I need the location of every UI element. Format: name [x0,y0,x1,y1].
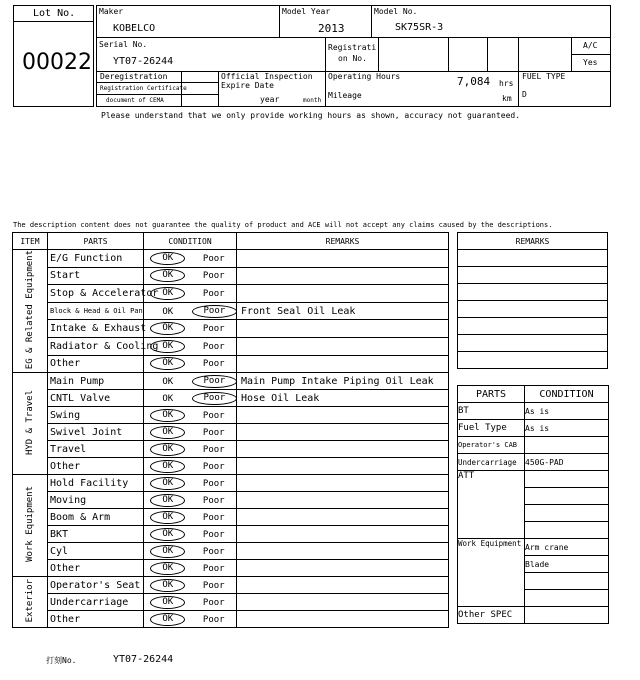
year-label: year [260,95,280,104]
ok-option: OK [150,511,185,524]
ok-option: OK [150,528,185,541]
ok-cell [144,458,192,475]
item-group-label [13,250,48,373]
table-row [13,526,449,543]
ok-cell [144,526,192,543]
poor-cell [192,424,237,441]
item-group-text: EG & Related Equipment [25,250,35,370]
side-remarks-row [458,301,608,318]
poor-cell [192,594,237,611]
table-row [13,390,449,407]
table-row [13,355,449,373]
table-row [13,302,449,320]
part-name: Undercarriage [48,594,144,611]
poor-cell [192,611,237,628]
cab-value [525,437,609,454]
model-no-label: Model No. [374,7,418,16]
remark-cell [237,526,449,543]
ok-cell [144,611,192,628]
poor-cell [192,285,237,303]
ok-option: OK [150,443,185,456]
ok-option: OK [150,494,185,507]
poor-option: Poor [192,375,238,388]
att-value [525,505,609,522]
stamp-value: YT07-26244 [113,654,174,665]
remark-cell [237,611,449,628]
remark-cell [237,543,449,560]
table-row [13,509,449,526]
remark-cell [237,560,449,577]
ok-option: OK [150,357,185,370]
poor-cell [192,337,237,355]
table-row [13,407,449,424]
operating-hours-value: 7,084 [457,75,491,88]
poor-cell [192,250,237,268]
fuel-type-value: D [522,90,527,99]
poor-cell [192,492,237,509]
ok-cell [144,560,192,577]
poor-option: Poor [202,288,225,299]
bt-value: As is [525,403,609,420]
part-name: BKT [48,526,144,543]
table-row [13,492,449,509]
ok-cell [144,337,192,355]
ok-option: OK [150,340,185,353]
poor-cell [192,267,237,285]
operating-hours-label: Operating Hours [328,72,401,81]
ac-label: A/C [583,41,598,50]
part-name: E/G Function [48,250,144,268]
item-group-label [13,577,48,628]
ok-option: OK [150,269,185,282]
poor-cell [192,475,237,492]
part-name: Radiator & Cooling [48,337,144,355]
att-value [525,488,609,505]
table-row [13,285,449,303]
part-name: CNTL Valve [48,390,144,407]
poor-option: Poor [202,444,225,455]
side-remarks-row [458,267,608,284]
poor-option: Poor [202,597,225,608]
ok-cell [144,509,192,526]
document-cema-label: document of CEMA [106,97,164,104]
registration-label-2: on No. [338,54,367,63]
other-spec-value [525,607,609,624]
ok-option: OK [150,477,185,490]
poor-option: Poor [202,341,225,352]
ok-option: OK [162,376,174,387]
ok-option: OK [150,287,185,300]
remark-cell [237,285,449,303]
poor-option: Poor [202,563,225,574]
work-equipment-label: Work Equipment [458,539,525,607]
remark-cell [237,458,449,475]
side-remarks-row [458,335,608,352]
part-name: Other [48,355,144,373]
model-no-value: SK75SR-3 [395,22,444,33]
poor-option: Poor [202,529,225,540]
part-name: Cyl [48,543,144,560]
part-name: Operator's Seat [48,577,144,594]
maker-value: KOBELCO [113,23,156,34]
poor-option: Poor [202,546,225,557]
month-label: month [303,97,322,104]
table-row [13,458,449,475]
ok-cell [144,355,192,373]
side-remarks-row [458,352,608,369]
poor-cell [192,560,237,577]
remark-cell [237,441,449,458]
condition-header: CONDITION [144,233,237,250]
poor-option: Poor [192,305,238,318]
poor-cell [192,509,237,526]
part-name: Other [48,560,144,577]
part-name: Intake & Exhaust [48,320,144,338]
table-row [13,373,449,390]
ok-cell [144,285,192,303]
remark-cell [237,424,449,441]
table-row [13,250,449,268]
part-name: Block & Head & Oil Pan [48,302,144,320]
serial-label: Serial No. [99,40,148,49]
parts-header: PARTS [48,233,144,250]
ok-option: OK [150,322,185,335]
remark-cell [237,594,449,611]
inspection-label-2: Expire Date [221,81,274,90]
ok-cell [144,320,192,338]
part-name: Swivel Joint [48,424,144,441]
poor-cell [192,543,237,560]
item-group-label [13,475,48,577]
part-name: Boom & Arm [48,509,144,526]
side-parts-header: PARTS [458,386,525,403]
table-row [13,267,449,285]
ok-option: OK [162,393,174,404]
poor-option: Poor [202,427,225,438]
poor-cell [192,441,237,458]
ok-cell [144,475,192,492]
remark-cell: Front Seal Oil Leak [237,302,449,320]
model-year-value: 2013 [318,22,345,35]
poor-cell [192,390,237,407]
lot-number: 00022 [22,50,92,75]
ok-cell [144,373,192,390]
ok-cell [144,390,192,407]
remark-cell [237,320,449,338]
table-row [13,424,449,441]
ok-cell [144,424,192,441]
part-name: Moving [48,492,144,509]
ok-cell [144,594,192,611]
poor-option: Poor [202,614,225,625]
poor-option: Poor [202,461,225,472]
km-unit: km [502,94,512,103]
bt-label: BT [458,403,525,420]
ok-option: OK [150,426,185,439]
part-name: Hold Facility [48,475,144,492]
poor-cell [192,577,237,594]
poor-cell [192,458,237,475]
table-row [13,475,449,492]
poor-option: Poor [202,478,225,489]
item-header: ITEM [13,233,48,250]
ok-cell [144,441,192,458]
item-group-label [13,373,48,475]
ok-cell [144,543,192,560]
ok-cell [144,267,192,285]
table-row [13,441,449,458]
notice-text: Please understand that we only provide working hours as shown, accuracy not guaranteed. [101,111,521,120]
att-value [525,471,609,488]
other-spec-label: Other SPEC [458,607,525,624]
undercarriage-label: Undercarriage [458,454,525,471]
ok-cell [144,407,192,424]
att-label: ATT [458,471,525,539]
part-name: Swing [48,407,144,424]
ok-option: OK [150,545,185,558]
side-remarks-row [458,250,608,267]
stamp-label: 打刻No. [46,656,77,665]
poor-option: Poor [192,392,238,405]
item-group-text: Exterior [25,579,35,623]
poor-option: Poor [202,410,225,421]
side-remarks-table [457,232,608,369]
poor-option: Poor [202,512,225,523]
ok-cell [144,577,192,594]
work-equipment-value [525,590,609,607]
table-row [13,611,449,628]
ac-value: Yes [583,58,598,67]
work-equipment-value: Arm crane [525,539,609,556]
disclaimer-text: The description content does not guarantee the quality of product and ACE will not accept any claims caused by the descriptions. [13,221,553,229]
ok-option: OK [150,409,185,422]
registration-label: Registrati [328,43,377,52]
serial-value: YT07-26244 [113,56,174,67]
remark-cell [237,250,449,268]
undercarriage-value: 450G-PAD [525,454,609,471]
model-year-label: Model Year [282,7,331,16]
table-row [13,320,449,338]
hrs-unit: hrs [499,79,514,88]
table-row [13,543,449,560]
ok-option: OK [150,596,185,609]
remarks-header: REMARKS [237,233,449,250]
remark-cell: Main Pump Intake Piping Oil Leak [237,373,449,390]
poor-option: Poor [202,359,225,370]
condition-table [12,232,449,628]
deregistration-label: Deregistration [100,72,168,81]
remark-cell [237,475,449,492]
side-condition-header: CONDITION [525,386,609,403]
mileage-label: Mileage [328,91,362,100]
part-name: Start [48,267,144,285]
item-group-text: HYD & Travel [25,389,35,455]
poor-option: Poor [202,271,225,282]
remark-cell [237,267,449,285]
poor-cell [192,407,237,424]
poor-cell [192,355,237,373]
remark-cell [237,337,449,355]
poor-cell [192,373,237,390]
att-value [525,522,609,539]
poor-option: Poor [202,580,225,591]
remark-cell [237,509,449,526]
side-remarks-header: REMARKS [458,233,608,250]
maker-label: Maker [99,7,124,16]
ok-option: OK [150,252,185,265]
fuel-type-label: FUEL TYPE [522,72,566,81]
side-parts-table [457,385,609,624]
table-row [13,577,449,594]
work-equipment-value: Blade [525,556,609,573]
poor-option: Poor [202,324,225,335]
fuel-value: As is [525,420,609,437]
registration-certificate-label: Registration Certificate [100,85,187,92]
part-name: Stop & Accelerator [48,285,144,303]
ok-option: OK [162,306,174,317]
poor-cell [192,302,237,320]
ok-cell [144,250,192,268]
part-name: Travel [48,441,144,458]
part-name: Main Pump [48,373,144,390]
remark-cell: Hose Oil Leak [237,390,449,407]
part-name: Other [48,611,144,628]
fuel-label: Fuel Type [458,420,525,437]
poor-cell [192,320,237,338]
ok-cell [144,302,192,320]
table-row [13,337,449,355]
ok-option: OK [150,613,185,626]
cab-label: Operator's CAB [458,437,525,454]
inspection-label: Official Inspection [221,72,313,81]
table-row [13,594,449,611]
lot-label: Lot No. [33,8,76,19]
ok-option: OK [150,460,185,473]
side-remarks-row [458,318,608,335]
table-row [13,560,449,577]
remark-cell [237,407,449,424]
poor-cell [192,526,237,543]
ok-option: OK [150,562,185,575]
item-group-text: Work Equipment [25,486,35,563]
work-equipment-value [525,573,609,590]
poor-option: Poor [202,495,225,506]
ok-option: OK [150,579,185,592]
part-name: Other [48,458,144,475]
side-remarks-row [458,284,608,301]
remark-cell [237,577,449,594]
remark-cell [237,492,449,509]
poor-option: Poor [202,253,225,264]
remark-cell [237,355,449,373]
ok-cell [144,492,192,509]
